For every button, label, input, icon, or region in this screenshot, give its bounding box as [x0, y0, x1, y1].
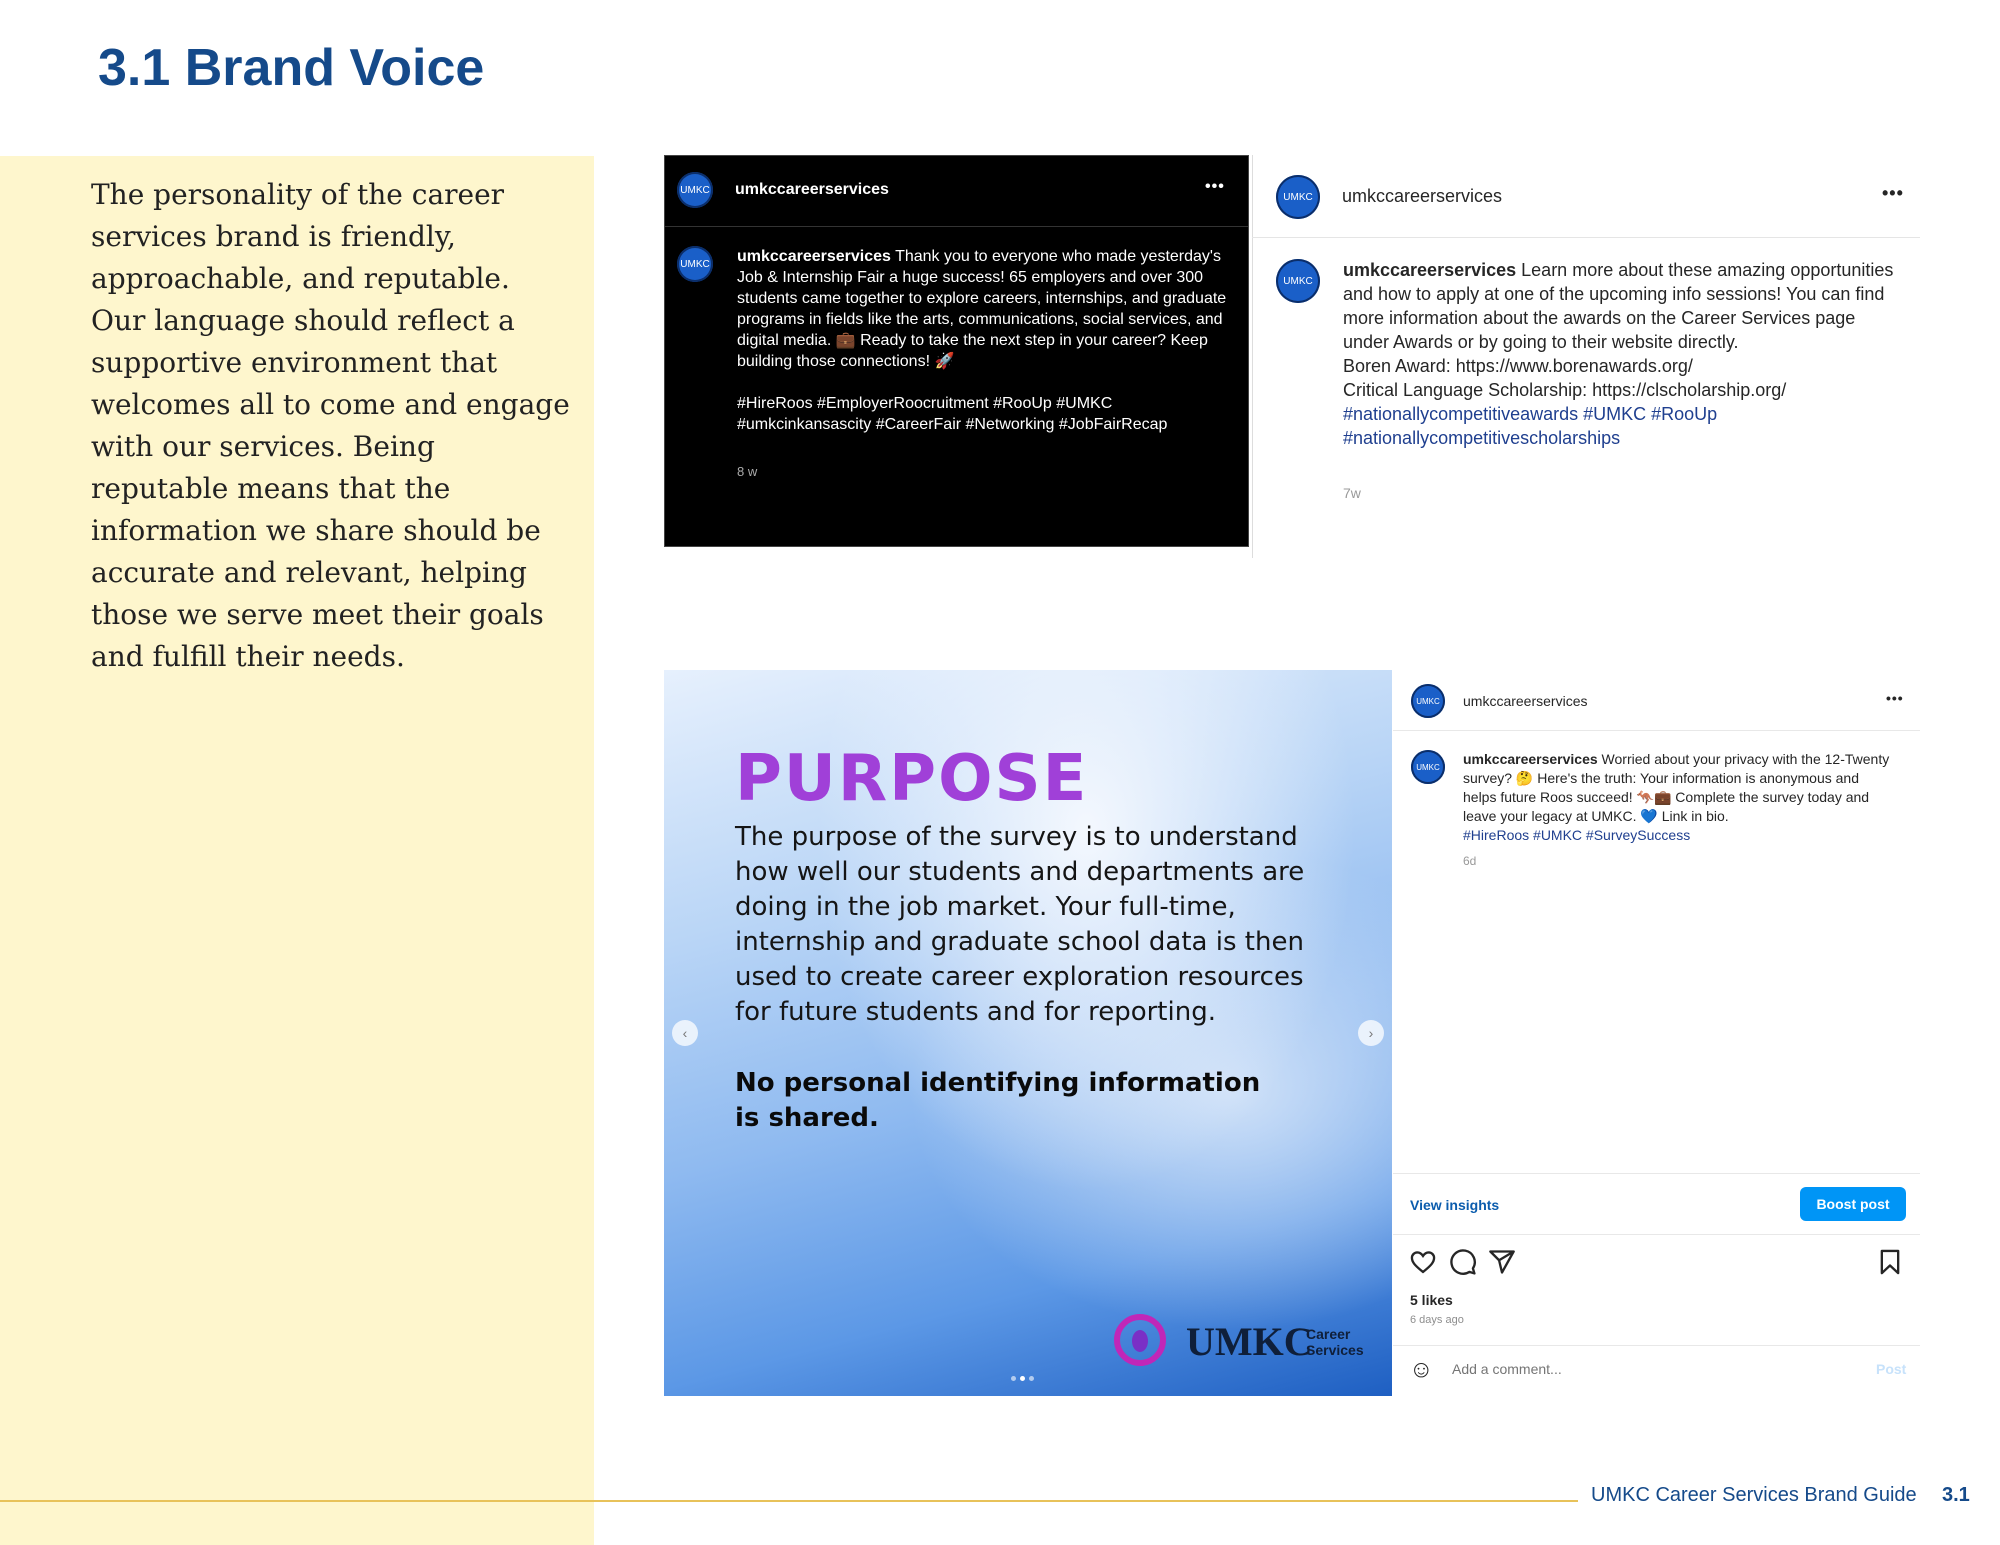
- caption-text: Learn more about these amazing opportunities and how to apply at one of the upcoming info sessions! You can find more information about the awards on the Career Services page under Awards or by going to their website directly.: [1343, 260, 1894, 352]
- emoji-icon[interactable]: ☺: [1409, 1356, 1434, 1383]
- cls-link-line[interactable]: Critical Language Scholarship: https://clscholarship.org/: [1343, 380, 1787, 400]
- carousel-indicator: [1011, 1376, 1034, 1381]
- more-options-icon[interactable]: •••: [1882, 183, 1904, 203]
- divider: [1252, 155, 1253, 558]
- post-timestamp: 6d: [1463, 854, 1477, 868]
- purpose-text: The purpose of the survey is to understand how well our students and departments are doing in the job market. Your full-time, internship and graduate school data is then used to create career exploration resources for future students and for reporting.: [735, 822, 1305, 1027]
- instagram-post-dark: [664, 155, 1249, 547]
- survey-post-image: [664, 670, 1392, 1396]
- purpose-heading: PURPOSE: [735, 742, 1089, 816]
- logo-subtext: Career Services: [1306, 1326, 1364, 1358]
- post-date: 6 days ago: [1410, 1314, 1464, 1326]
- boren-link-line[interactable]: Boren Award: https://www.borenawards.org/: [1343, 356, 1693, 376]
- post-hashtags[interactable]: #HireRoos #UMKC #SurveySuccess: [1463, 827, 1691, 843]
- post-username[interactable]: umkccareerservices: [735, 181, 889, 198]
- divider: [1393, 1173, 1920, 1174]
- carousel-prev-icon[interactable]: ‹: [672, 1020, 698, 1046]
- post-hashtags[interactable]: #HireRoos #EmployerRoocruitment #RooUp #UMKC #umkcinkansascity #CareerFair #Networking #JobFairRecap: [737, 395, 1168, 433]
- post-timestamp: 8 w: [737, 464, 758, 479]
- umkc-career-services-logo: [1114, 1310, 1364, 1374]
- footer-guide-title: UMKC Career Services Brand Guide: [1591, 1484, 1917, 1506]
- logo-wordmark: UMKC: [1186, 1319, 1313, 1364]
- post-comment-button[interactable]: Post: [1876, 1361, 1907, 1377]
- avatar[interactable]: UMKC: [1276, 175, 1320, 219]
- comment-input[interactable]: [1450, 1360, 1754, 1378]
- divider: [1393, 730, 1920, 731]
- avatar[interactable]: UMKC: [1411, 684, 1445, 718]
- survey-post-panel: [1393, 670, 1920, 1396]
- post-caption: [1463, 750, 1893, 845]
- logo-mark-icon: [1114, 1314, 1166, 1366]
- view-insights-link[interactable]: View insights: [1410, 1197, 1500, 1213]
- footer-page-number: 3.1: [1942, 1484, 1970, 1506]
- caption-text: Worried about your privacy with the 12-Twenty survey? 🤔 Here's the truth: Your information is anonymous and helps future Roos succeed! 🦘💼 Complete the survey today and leave your legacy at UMKC. 💙 Link in bio.: [1463, 751, 1890, 824]
- bookmark-icon[interactable]: [1876, 1248, 1904, 1276]
- avatar[interactable]: UMKC: [1411, 750, 1445, 784]
- post-hashtags[interactable]: #nationallycompetitiveawards #UMKC #RooUp: [1343, 404, 1718, 424]
- share-icon[interactable]: [1488, 1248, 1516, 1276]
- post-caption: [1343, 258, 1903, 450]
- divider: [1393, 1234, 1920, 1235]
- avatar[interactable]: UMKC: [677, 246, 713, 282]
- post-hashtags[interactable]: #nationallycompetitivescholarships: [1343, 428, 1621, 448]
- avatar[interactable]: UMKC: [1276, 259, 1320, 303]
- instagram-post-awards: [1252, 155, 1920, 558]
- more-options-icon[interactable]: •••: [1886, 690, 1904, 706]
- divider: [1252, 237, 1920, 238]
- carousel-dot: [1011, 1376, 1016, 1381]
- carousel-dot-active: [1020, 1376, 1025, 1381]
- comment-icon[interactable]: [1449, 1248, 1477, 1276]
- caption-username[interactable]: umkccareerservices: [1343, 260, 1517, 280]
- post-timestamp: 7w: [1343, 485, 1361, 501]
- footer-rule: [0, 1500, 1578, 1502]
- post-caption: [737, 246, 1227, 435]
- likes-count[interactable]: 5 likes: [1410, 1292, 1453, 1308]
- caption-username[interactable]: umkccareerservices: [737, 248, 891, 265]
- intro-paragraph: The personality of the career services brand is friendly, approachable, and reputable. Our language should reflect a supportive environment that welcomes all to come and engage with our services. Being reputable means that the information we share should be accurate and relevant, helping those we serve meet their goals and fulfill their needs.: [91, 178, 570, 673]
- caption-username[interactable]: umkccareerservices: [1463, 751, 1598, 767]
- post-username[interactable]: umkccareerservices: [1463, 693, 1588, 709]
- caption-text: Thank you to everyone who made yesterday's Job & Internship Fair a huge success! 65 employers and over 300 students came together to explore careers, internships, and graduate programs in fields like the arts, communications, social services, and digital media. 💼 Ready to take the next step in your career? Keep building those connections! 🚀: [737, 248, 1227, 370]
- post-header: [665, 156, 1248, 227]
- post-username[interactable]: umkccareerservices: [1342, 186, 1503, 206]
- boost-post-button[interactable]: Boost post: [1800, 1187, 1906, 1221]
- carousel-dot: [1029, 1376, 1034, 1381]
- page-title: 3.1 Brand Voice: [98, 39, 485, 97]
- divider: [1393, 1345, 1920, 1346]
- more-options-icon[interactable]: •••: [1205, 178, 1225, 195]
- privacy-statement: No personal identifying information is shared.: [735, 1068, 1261, 1133]
- heart-icon[interactable]: [1409, 1248, 1437, 1276]
- carousel-next-icon[interactable]: ›: [1358, 1020, 1384, 1046]
- avatar[interactable]: UMKC: [677, 172, 713, 208]
